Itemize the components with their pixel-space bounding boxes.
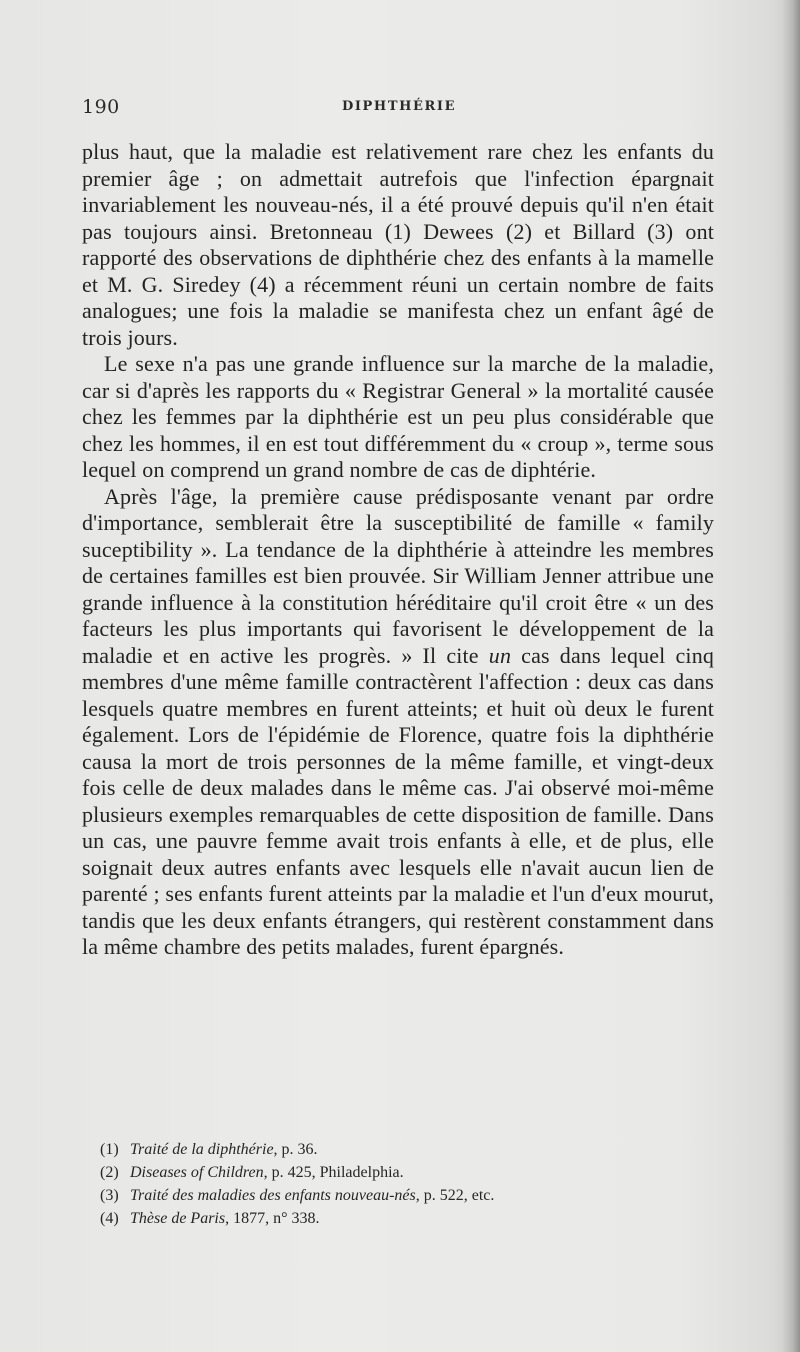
footnote-number: (1) [100, 1141, 119, 1158]
footnote-detail: , p. 522, etc. [415, 1187, 495, 1204]
footnote-title: Thèse de Paris [130, 1210, 226, 1227]
footnote [100, 1207, 700, 1230]
paragraph-3-part-1: Après l'âge, la première cause prédisposante venant par ordre d'importance, semblerait être la susceptibilité de famille « family suceptibility ». La tendance de la diphthérie à atteindre les membres de certaines familles est bien prouvée. Sir William Jenner attribue une grande influence à la constitution héréditaire qu'il croit être « un des facteurs les plus importants qui favorisent le développement de la maladie et en active les progrès. » Il cite [82, 483, 714, 668]
footnote-number: (3) [100, 1187, 119, 1204]
body-text [82, 139, 714, 961]
footnote-title: Traité des maladies des enfants nouveau-nés [130, 1187, 416, 1204]
footnote-detail: , p. 425, Philadelphia. [263, 1164, 404, 1181]
footnote-detail: , 1877, n° 338. [225, 1210, 320, 1227]
running-title: DIPHTHÉRIE [342, 99, 457, 114]
paragraph-3-part-2: cas dans lequel cinq membres d'une même famille contractèrent l'affection : deux cas dans lesquels quatre membres en furent atteints; et huit où deux le furent également. Lors de l'épidémie de Florence, quatre fois la diphthérie causa la mort de trois personnes de la même famille, et vingt-deux fois celle de deux malades dans le même cas. J'ai observé moi-même plusieurs exemples remarquables de cette disposition de famille. Dans un cas, une pauvre femme avait trois enfants à elle, et de plus, elle soignait deux autres enfants avec lesquels elle n'avait aucun lien de parenté ; ses enfants furent atteints par la maladie et l'un d'eux mourut, tandis que les deux enfants étrangers, qui restèrent constamment dans la même chambre des petits malades, furent épargnés. [82, 642, 714, 959]
running-head [82, 96, 714, 120]
page-edge-shadow [782, 0, 800, 1352]
footnotes [100, 1138, 700, 1230]
footnote-title: Traité de la diphthérie [130, 1141, 274, 1158]
footnote-title: Diseases of Children [130, 1164, 264, 1181]
footnote [100, 1184, 700, 1207]
paragraph-2: Le sexe n'a pas une grande influence sur la marche de la maladie, car si d'après les rapports du « Registrar General » la mortalité causée chez les femmes par la diphthérie est un peu plus considérable que chez les hommes, il en est tout différemment du « croup », terme sous lequel on comprend un grand nombre de cas de diphtérie. [82, 351, 714, 482]
page-number: 190 [82, 96, 120, 118]
footnote-detail: , p. 36. [273, 1141, 318, 1158]
paragraph-1: plus haut, que la maladie est relativement rare chez les enfants du premier âge ; on admettait autrefois que l'infection épargnait invariablement les nouveau-nés, il a été prouvé depuis qu'il n'en était pas toujours ainsi. Bretonneau (1) Dewees (2) et Billard (3) ont rapporté des observations de diphthérie chez des enfants à la mamelle et M. G. Siredey (4) a récemment réuni un certain nombre de faits analogues; une fois la maladie se manifesta chez un enfant âgé de trois jours. [82, 139, 714, 350]
footnote-number: (4) [100, 1210, 119, 1227]
paragraph-3 [82, 484, 714, 961]
footnote [100, 1161, 700, 1184]
footnote [100, 1138, 700, 1161]
footnote-number: (2) [100, 1164, 119, 1181]
paragraph-3-emphasis: un [488, 642, 512, 668]
